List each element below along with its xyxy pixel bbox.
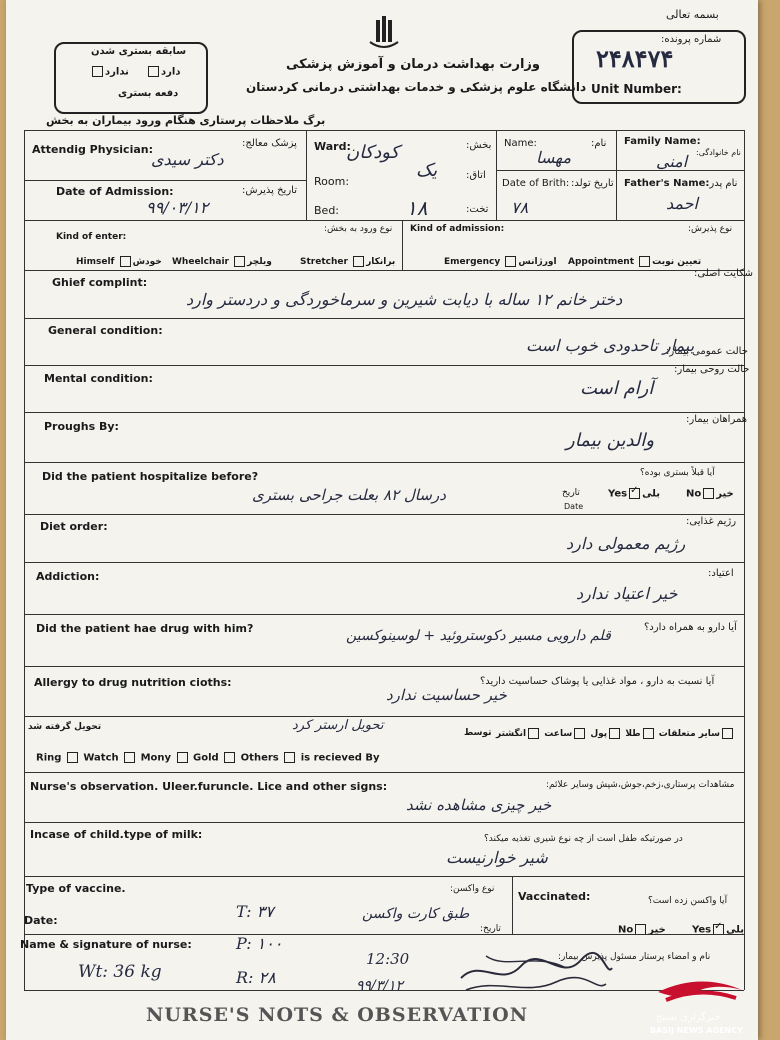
form-paper	[6, 0, 758, 1040]
diet-value[interactable]: رژیم معمولی دارد	[566, 534, 686, 553]
basmala: بسمه تعالی	[666, 8, 719, 21]
delivered-fa: تحویل گرفته شد	[28, 722, 102, 732]
ward-label: Ward:	[314, 140, 351, 153]
family-fa: نام خانوادگی:	[696, 148, 741, 157]
ministry-title: وزارت بهداشت درمان و آموزش پزشکی	[286, 57, 540, 72]
family-value[interactable]: امنی	[656, 152, 688, 171]
bed-fa: تخت:	[466, 204, 489, 215]
vaccinated-no: No خیر	[618, 924, 666, 936]
nurse-time[interactable]: 12:30	[366, 950, 410, 968]
vital-respiration[interactable]: R: ۲۸	[236, 968, 276, 987]
wheelchair-checkbox[interactable]	[234, 256, 245, 267]
watch-checkbox[interactable]	[124, 752, 135, 763]
kind-enter-fa: نوع ورود به بخش:	[324, 224, 393, 234]
hosp-value[interactable]: درسال ۸۲ بعلت جراحی بستری	[252, 486, 446, 504]
watch-fa-checkbox[interactable]	[574, 728, 585, 739]
admission-date-fa: تاریخ پذیرش:	[242, 185, 297, 196]
others-checkbox[interactable]	[284, 752, 295, 763]
father-value[interactable]: احمد	[666, 194, 698, 213]
birth-label: Date of Brith:	[502, 178, 570, 189]
admission-date-value[interactable]: ۹۹/۰۳/۱۲	[146, 198, 209, 217]
agency-name-en: BASIJ NEWS AGENCY	[650, 1026, 743, 1035]
hosp-yes-checkbox[interactable]	[629, 488, 640, 499]
family-label: Family Name:	[624, 136, 701, 147]
history-has: دارد	[146, 66, 180, 78]
appointment-checkbox[interactable]	[639, 256, 650, 267]
chief-fa: شکایت اصلی:	[694, 268, 754, 279]
child-fa: در صورتیکه طفل است از چه نوع شیری تغذیه میکند؟	[484, 834, 683, 844]
hosp-yes: Yes✓ بلی	[608, 488, 660, 500]
history-has-not-checkbox[interactable]	[92, 66, 103, 77]
file-number-value: ۲۴۸۴۷۴	[596, 44, 674, 73]
room-fa: اتاق:	[466, 170, 486, 181]
hosp-label: Did the patient hospitalize before?	[42, 470, 259, 483]
general-fa: حالت عمومی بیمار:	[666, 346, 748, 357]
vaccine-type-label: Type of vaccine.	[26, 882, 126, 895]
diet-fa: رژیم غذایی:	[686, 516, 737, 527]
others-fa-checkbox[interactable]	[722, 728, 733, 739]
kind-admission-fa: نوع پذیرش:	[688, 224, 733, 234]
general-value[interactable]: بیمار تاحدودی خوب است	[526, 336, 695, 355]
option-appointment: Appointment تعیین نوبت	[568, 257, 702, 267]
ring-fa-checkbox[interactable]	[528, 728, 539, 739]
nurse-fa: نام و امضاء پرستار مسئول پذیرش بیمار:	[558, 952, 711, 962]
ministry-logo-icon	[364, 14, 404, 52]
vaccine-date-value[interactable]: طبق کارت واکسن	[362, 906, 470, 922]
allergy-value[interactable]: خیر حساسیت ندارد	[386, 686, 507, 704]
admission-date-label: Date of Admission:	[56, 185, 174, 198]
valuables-handwritten[interactable]: تحویل ارستر کرد	[292, 718, 384, 733]
addiction-fa: اعتیاد:	[708, 568, 734, 579]
father-label: Father's Name:	[624, 178, 710, 189]
money-fa-checkbox[interactable]	[609, 728, 620, 739]
name-value[interactable]: مهسا	[536, 148, 572, 167]
observation-value[interactable]: خیر چیزی مشاهده نشد	[406, 796, 552, 814]
chief-label: Ghief complint:	[52, 276, 148, 289]
allergy-label: Allergy to drug nutrition cioths:	[34, 676, 232, 689]
nurse-date[interactable]: ۹۹/۳/۱۲	[356, 978, 404, 994]
option-himself: Himself خودش	[76, 257, 162, 267]
mental-fa: حالت روحی بیمار:	[674, 364, 750, 375]
attending-fa: پزشک معالج:	[242, 138, 297, 149]
name-label: Name:	[504, 138, 537, 149]
child-label: Incase of child.type of milk:	[30, 828, 203, 841]
mental-label: Mental condition:	[44, 372, 153, 385]
allergy-fa: آیا نسبت به دارو ، مواد غذایی یا پوشاک حساسیت دارید؟	[480, 676, 715, 687]
valuables-fa-options: سایر متعلقات طلا پول ساعت انگشتر	[496, 728, 735, 739]
brought-label: Proughs By:	[44, 420, 119, 433]
agency-logo-icon	[652, 968, 748, 1008]
nurse-label: Name & signature of nurse:	[20, 938, 192, 951]
admission-count-label: دفعه بستری	[118, 88, 179, 99]
kind-admission-label: Kind of admission:	[410, 224, 505, 234]
chief-value[interactable]: دختر خانم ۱۲ ساله با دیابت شیرین و سرماخوردگی و دردستر وارد	[186, 290, 623, 309]
money-checkbox[interactable]	[177, 752, 188, 763]
attending-value[interactable]: دکتر سیدی	[151, 150, 224, 169]
addiction-label: Addiction:	[36, 570, 100, 583]
vaccine-date-fa: تاریخ:	[480, 924, 501, 934]
stretcher-checkbox[interactable]	[353, 256, 364, 267]
brought-fa: همراهان بیمار:	[686, 414, 748, 425]
nurse-weight[interactable]: Wt: 36 kg	[78, 962, 162, 982]
child-value[interactable]: شیر خوارنیست	[446, 848, 548, 867]
hosp-date-fa: تاریخ	[562, 488, 580, 498]
vaccine-date-label: Date:	[24, 914, 58, 927]
brought-value[interactable]: والدین بیمار	[566, 430, 655, 451]
gold-fa-checkbox[interactable]	[643, 728, 654, 739]
room-value[interactable]: یک	[416, 160, 438, 181]
birth-fa: تاریخ تولد:	[571, 178, 614, 189]
form-title: برگ ملاحظات پرستاری هنگام ورود بیماران به بخش	[46, 114, 326, 127]
drug-label: Did the patient hae drug with him?	[36, 622, 254, 635]
ward-value[interactable]: کودکان	[346, 142, 400, 163]
observation-fa: مشاهدات پرستاری،زخم،جوش،شپش وسایر علائم:	[546, 780, 735, 790]
bed-label: Bed:	[314, 204, 340, 217]
vital-pulse[interactable]: P: ۱۰۰	[236, 934, 283, 953]
kind-enter-label: Kind of enter:	[56, 232, 127, 242]
vaccine-type-fa: نوع واکسن:	[450, 884, 495, 894]
agency-name-fa: خبرگزاری بسیج	[656, 1012, 721, 1023]
footer-title: NURSE'S NOTS & OBSERVATION	[146, 1004, 529, 1026]
father-fa: نام پدر:	[706, 178, 738, 189]
option-wheelchair: Wheelchair ویلچر	[172, 257, 272, 267]
room-label: Room:	[314, 175, 350, 188]
vaccinated-label: Vaccinated:	[518, 890, 591, 903]
observation-label: Nurse's observation. Uleer.furuncle. Lice and other signs:	[30, 780, 388, 793]
file-number-label: شماره پرونده:	[661, 34, 722, 45]
attending-label: Attendig Physician:	[32, 143, 153, 156]
history-has-checkbox[interactable]	[148, 66, 159, 77]
emergency-checkbox[interactable]	[505, 256, 516, 267]
ward-fa: بخش:	[466, 140, 492, 151]
birth-value[interactable]: ۷۸	[511, 198, 529, 217]
diet-label: Diet order:	[40, 520, 108, 533]
hosp-no-checkbox[interactable]	[703, 488, 714, 499]
bed-value[interactable]: ۱۸	[406, 196, 428, 220]
general-label: General condition:	[48, 324, 163, 337]
history-has-not: ندارد	[90, 66, 129, 78]
vaccinated-fa: آیا واکسن زده است؟	[648, 896, 728, 906]
name-fa: نام:	[591, 138, 607, 149]
vital-temperature[interactable]: T: ۳۷	[236, 902, 274, 921]
hosp-date-en: Date	[564, 502, 584, 511]
addiction-value[interactable]: خیر اعتیاد ندارد	[576, 584, 678, 603]
option-emergency: Emergency اورژانس	[444, 257, 557, 267]
ring-checkbox[interactable]	[67, 752, 78, 763]
hosp-no: No خیر	[686, 488, 734, 500]
hosp-fa: آیا قبلاً بستری بوده؟	[640, 468, 715, 478]
gold-checkbox[interactable]	[224, 752, 235, 763]
university-title: دانشگاه علوم پزشکی و خدمات بهداشتی درمانی کردستان	[246, 80, 587, 94]
option-stretcher: Stretcher برانکار	[300, 257, 396, 267]
drug-value[interactable]: قلم دارویی مسیر دکوستروئید + لوسینوکسین	[346, 628, 611, 644]
himself-checkbox[interactable]	[120, 256, 131, 267]
valuables-en-options: Ring Watch Mony Gold Others is recieved By	[36, 752, 380, 764]
by-fa: توسط	[464, 728, 492, 738]
drug-fa: آیا دارو به همراه دارد؟	[644, 622, 737, 633]
mental-value[interactable]: آرام است	[580, 378, 654, 399]
unit-number-label: Unit Number:	[591, 82, 682, 96]
vaccinated-yes: Yes✓ بلی	[692, 924, 744, 936]
history-title: سابقه بستری شدن	[91, 46, 187, 57]
